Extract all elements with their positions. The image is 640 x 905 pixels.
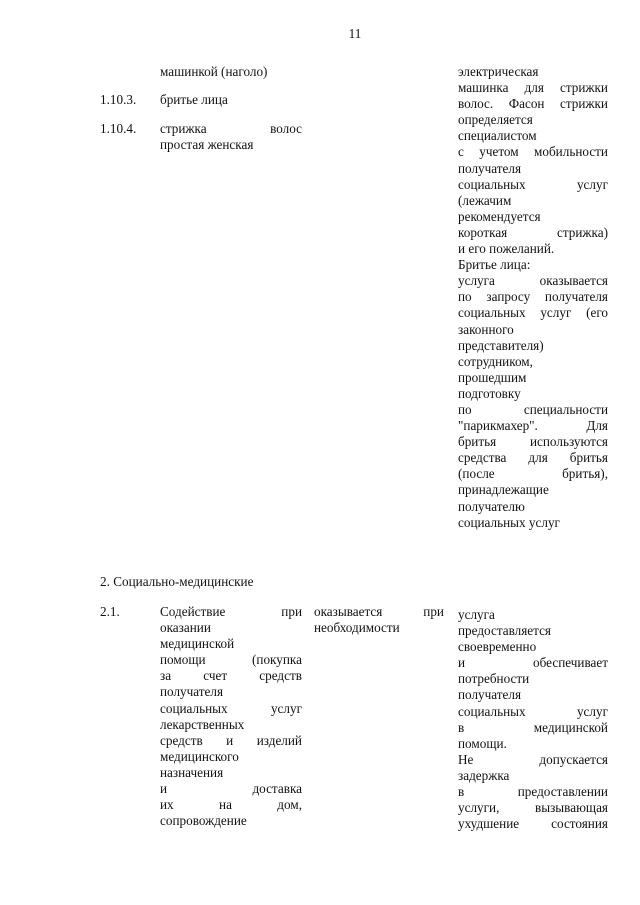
service-name [160, 121, 302, 153]
service-line: получателя [160, 684, 224, 700]
description-line: и его пожеланий. [458, 241, 555, 257]
service-line: простая женская [160, 137, 254, 153]
service-line: и доставка [160, 781, 302, 797]
description-line: помощи. [458, 735, 507, 751]
description-line: бритья используются [458, 434, 608, 450]
description-line: социальных услуг [458, 703, 608, 719]
service-line: оказании [160, 620, 211, 636]
service-line: медицинской [160, 636, 235, 652]
description-line: предоставляется [458, 623, 551, 639]
description-line: законного [458, 321, 514, 337]
description-line: услуга оказывается [458, 273, 608, 289]
description-line: по специальности [458, 401, 608, 417]
page-number: 11 [348, 26, 362, 41]
service-description [458, 607, 608, 832]
service-line: средств и изделий [160, 732, 302, 748]
description-line: по запросу получателя [458, 289, 608, 305]
description-line: сотрудником, [458, 353, 533, 369]
description-line: своевременно [458, 639, 537, 655]
description-line: в медицинской [458, 719, 608, 735]
description-line: получателя [458, 687, 522, 703]
description-line: подготовку [458, 385, 521, 401]
description-line: потребности [458, 671, 530, 687]
description-line: в предоставлении [458, 784, 608, 800]
description-line: Бритье лица: [458, 257, 531, 273]
row-number: 1.10.4. [100, 121, 137, 136]
description-line: прошедшим [458, 369, 527, 385]
description-line: электрическая [458, 64, 539, 79]
frequency-line: необходимости [314, 620, 400, 636]
description-line: социальных услуг [458, 514, 560, 530]
service-line: социальных услуг [160, 700, 302, 716]
service-line: Содействие при [160, 604, 302, 619]
description-line: машинка для стрижки [458, 80, 608, 96]
description-line: (после бритья), [458, 466, 608, 482]
description-line: получателя [458, 160, 522, 176]
description-line: Не допускается [458, 751, 608, 767]
section-heading: 2. Социально-медицинские [100, 574, 254, 589]
frequency-line: оказывается при [314, 604, 444, 619]
description-line: услуга [458, 607, 495, 622]
description-line: ухудшение состояния [458, 816, 608, 832]
description-line: представителя) [458, 337, 544, 353]
description-line: получателю [458, 498, 525, 514]
row-number: 2.1. [100, 604, 120, 619]
description-line: короткая стрижка) [458, 224, 608, 240]
service-name-continuation: машинкой (наголо) [160, 64, 268, 79]
service-line: назначения [160, 764, 224, 780]
description-line: социальных услуг [458, 176, 608, 192]
service-description [458, 64, 608, 531]
description-line: определяется [458, 112, 533, 128]
description-line: принадлежащие [458, 482, 549, 498]
service-frequency [314, 604, 444, 636]
description-line: услуги, вызывающая [458, 800, 608, 816]
description-line: с учетом мобильности [458, 144, 608, 160]
description-line: средства для бритья [458, 450, 608, 466]
service-line: сопровождение [160, 813, 247, 829]
service-line: их на дом, [160, 797, 302, 813]
service-name: бритье лица [160, 92, 228, 107]
service-name [160, 604, 302, 829]
description-line: (лежачим [458, 192, 512, 208]
row-number: 1.10.3. [100, 92, 137, 107]
description-line: специалистом [458, 128, 537, 144]
description-line: задержка [458, 767, 510, 783]
service-line: лекарственных [160, 716, 245, 732]
description-line: волос. Фасон стрижки [458, 96, 608, 112]
service-line: помощи (покупка [160, 652, 302, 668]
service-line: стрижка волос [160, 121, 302, 136]
service-line: медицинского [160, 748, 239, 764]
description-line: социальных услуг (его [458, 305, 608, 321]
description-line: и обеспечивает [458, 655, 608, 671]
description-line: рекомендуется [458, 208, 541, 224]
description-line: "парикмахер". Для [458, 418, 608, 434]
service-line: за счет средств [160, 668, 302, 684]
